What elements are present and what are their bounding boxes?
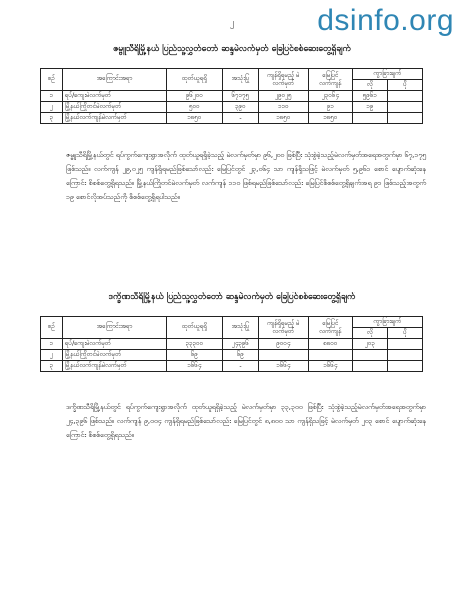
cell-remaining: ၉၀၀၄ (259, 339, 309, 350)
cell-less (353, 361, 388, 372)
cell-remaining: ၁၆၆၄ (259, 361, 309, 372)
header-remaining: ကျန်ရှိရမည့် မဲလက်မှတ် (259, 69, 309, 91)
cell-used: - (223, 361, 259, 372)
section2-table (40, 316, 423, 372)
cell-no: ၃ (41, 113, 63, 124)
site-watermark: dsinfo.org (317, 4, 454, 37)
section2-heading: ဒက္ခိဏသီရိမြို့နယ် ပြည်သူ့လွှတ်တော် ဆန္ဒမဲလက်မှတ် ခြေပြင်စစ်ဆေးတွေ့ရှိချက် (108, 292, 356, 302)
header-no: စဉ် (41, 317, 63, 339)
cell-remaining (259, 350, 309, 361)
header-received: ထုတ်ယူရရှိ (167, 317, 223, 339)
cell-remaining: ၁၁၀ (259, 102, 309, 113)
table-row (41, 113, 423, 124)
cell-used: ၆၉ (223, 350, 259, 361)
cell-desc: မြို့နယ်လက်ကျန်မဲလက်မှတ် (63, 113, 167, 124)
cell-used: - (223, 113, 259, 124)
cell-used: ၂၄၃၉၆ (223, 339, 259, 350)
cell-less: ၅၉၆၁ (353, 91, 388, 102)
section1-paragraph: ဇမ္ဗူသီရိမြို့နယ်တွင် ရပ်ကွက်ကျေးရွာအလိုက် ထုတ်ယူရရှိခဲ့သည့် မဲလက်မှတ်မှာ ၉၆,၂၀၀ ဖြစ်ပြီး သုံးစွဲခဲ့သည့်မဲလက်မှတ်အရေအတွက်မှာ ၆၇,၁၇၅ ဖြစ်သည်။ လက်ကျန် ၂၉,၀၂၅ ကျန်ရှိရမည်ဖြစ်သော်လည်း မြေပြင်တွင် ၂၃,၀၆၄ သာ ကျန်ရှိသဖြင့် မဲလက်မှတ် ၅,၉၆၁ စောင် ပျောက်ဆုံးနေကြောင်း စိစစ်တွေ့ရှိရသည်။ မြို့နယ်ကြိုတင်မဲလက်မှတ် လက်ကျန် ၁၁၀ ဖြစ်ရမည်ဖြစ်သော်လည်း မြေပြင်စိစစ်တွေ့ရှိချက်အရ ၉၁ ဖြစ်သည့်အတွက် ၁၉ စောင်လိုအပ်သည်ကို စိစစ်တွေ့ရှိရပါသည်။ (66, 151, 426, 201)
cell-more (388, 361, 423, 372)
cell-no: ၂ (41, 102, 63, 113)
section1-table (40, 68, 423, 124)
section1-heading: ဇမ္ဗူသီရိမြို့နယ် ပြည်သူ့လွှတ်တော် ဆန္ဒမဲလက်မှတ် ခြေပြင်စစ်ဆေးတွေ့ရှိချက် (113, 44, 351, 54)
cell-received: ၅၀၀ (167, 102, 223, 113)
cell-actual: ၂၃၀၆၄ (309, 91, 353, 102)
cell-more (388, 102, 423, 113)
table-row (41, 102, 423, 113)
header-diff: ကွာခြားချက် (353, 317, 423, 328)
header-actual: မြေပြင် လက်ကျန် (309, 317, 353, 339)
header-diff-less: လို (353, 80, 388, 91)
cell-desc: မြို့နယ်လက်ကျန်မဲလက်မှတ် (63, 361, 167, 372)
header-diff-more: ပို (388, 80, 423, 91)
header-desc: အကြောင်းအရာ (63, 69, 167, 91)
header-used: အသုံးပြု (223, 317, 259, 339)
table-row (41, 339, 423, 350)
table-row (41, 91, 423, 102)
header-desc: အကြောင်းအရာ (63, 317, 167, 339)
cell-no: ၂ (41, 350, 63, 361)
cell-more (388, 350, 423, 361)
cell-desc: မြို့နယ်ကြိုတင်မဲလက်မှတ် (63, 102, 167, 113)
cell-less (353, 113, 388, 124)
cell-no: ၃ (41, 361, 63, 372)
table-header-row (41, 69, 423, 80)
table-row (41, 350, 423, 361)
header-diff: ကွာခြားချက် (353, 69, 423, 80)
cell-used: ၃၉၀ (223, 102, 259, 113)
cell-actual: ၁၆၆၄ (309, 361, 353, 372)
cell-more (388, 339, 423, 350)
header-used: အသုံးပြု (223, 69, 259, 91)
cell-received: ၃၃၃၀၀ (167, 339, 223, 350)
cell-received: ၆၉ (167, 350, 223, 361)
cell-remaining: ၂၉၀၂၅ (259, 91, 309, 102)
cell-received: ၁၈၅၀ (167, 113, 223, 124)
header-received: ထုတ်ယူရရှိ (167, 69, 223, 91)
table-header-row (41, 317, 423, 328)
cell-no: ၁ (41, 339, 63, 350)
header-remaining: ကျန်ရှိရမည့် မဲလက်မှတ် (259, 317, 309, 339)
cell-more (388, 113, 423, 124)
cell-desc: ရပ်/ကျေးမဲလက်မှတ် (63, 91, 167, 102)
cell-less: ၁၉ (353, 102, 388, 113)
cell-remaining: ၁၈၅၀ (259, 113, 309, 124)
cell-less: ၂၀၃ (353, 339, 388, 350)
cell-used: ၆၇၁၇၅ (223, 91, 259, 102)
cell-less (353, 350, 388, 361)
page-number: ၂ (229, 18, 235, 28)
table-row (41, 361, 423, 372)
cell-actual: ၉၁ (309, 102, 353, 113)
cell-desc: ရပ်/ကျေးမဲလက်မှတ် (63, 339, 167, 350)
cell-more (388, 91, 423, 102)
header-actual: မြေပြင် လက်ကျန် (309, 69, 353, 91)
cell-received: ၁၆၆၄ (167, 361, 223, 372)
cell-actual: ၈၈၀၀ (309, 339, 353, 350)
cell-actual: ၁၈၅၀ (309, 113, 353, 124)
header-no: စဉ် (41, 69, 63, 91)
cell-actual (309, 350, 353, 361)
header-diff-less: လို (353, 328, 388, 339)
header-diff-more: ပို (388, 328, 423, 339)
cell-desc: မြို့နယ်ကြိုတင်မဲလက်မှတ် (63, 350, 167, 361)
section2-paragraph: ဒက္ခိဏသီရိမြို့နယ်တွင် ရပ်ကွက်ကျေးရွာအလိုက် ထုတ်ယူရရှိခဲ့သည့် မဲလက်မှတ်မှာ ၃၃,၃၀၀ ဖြစ်ပြီး သုံးစွဲခဲ့သည့်မဲလက်မှတ်အရေအတွက်မှာ ၂၄,၃၉၆ ဖြစ်သည်။ လက်ကျန် ၉,၀၀၄ ကျန်ရှိရမည်ဖြစ်သော်လည်း မြေပြင်တွင် ၈,၈၀၀ သာ ကျန်ရှိသဖြင့် မဲလက်မှတ် ၂၀၃ စောင် ပျောက်ဆုံးနေကြောင်း စိစစ်တွေ့ရှိရသည်။ (66, 403, 426, 439)
cell-no: ၁ (41, 91, 63, 102)
cell-received: ၉၆၂၀၀ (167, 91, 223, 102)
